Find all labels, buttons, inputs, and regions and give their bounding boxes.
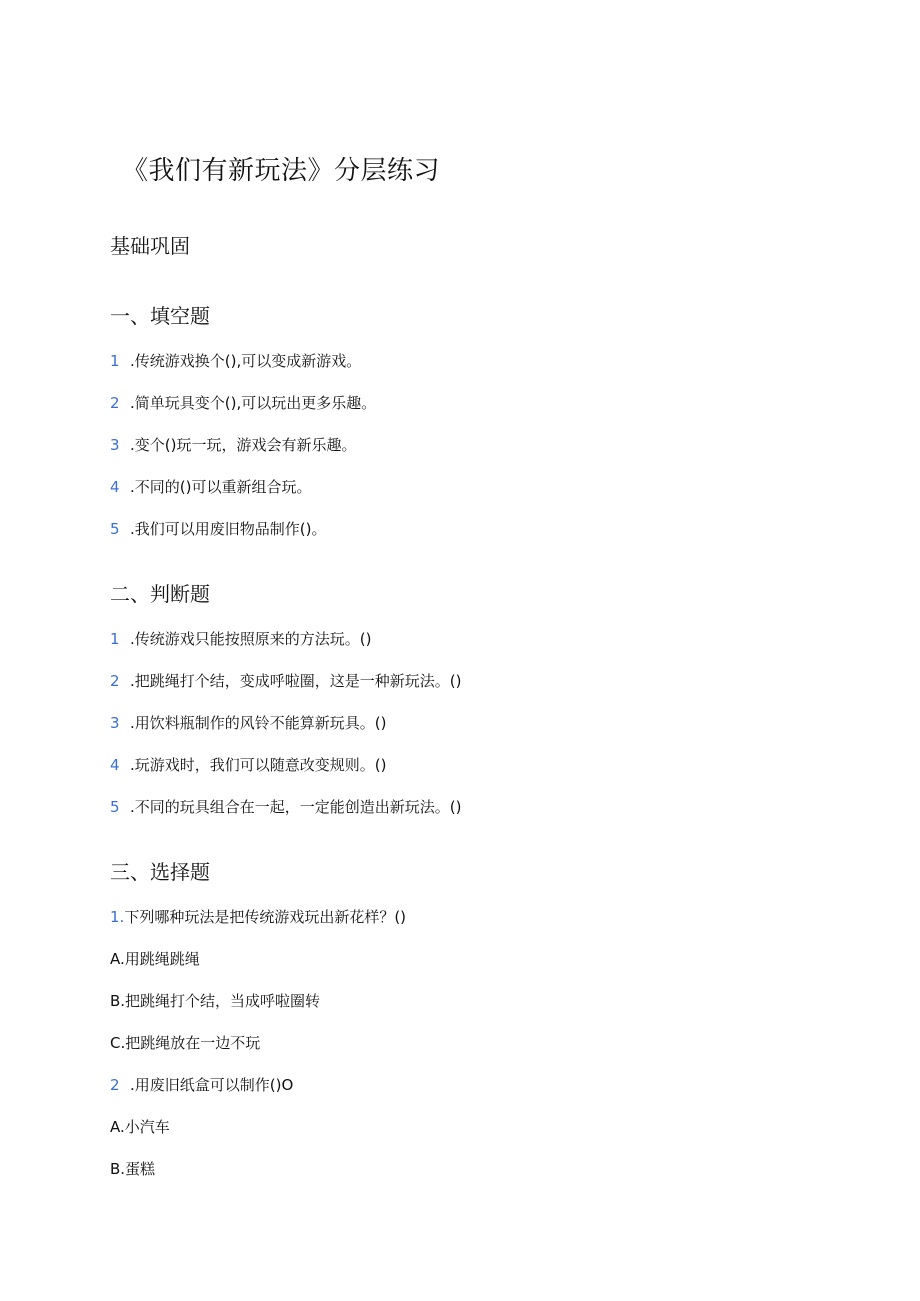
item-text: .不同的()可以重新组合玩。 <box>130 478 312 496</box>
item-text: .把跳绳打个结，变成呼啦圈，这是一种新玩法。() <box>130 672 462 690</box>
fill-in-item-5 <box>110 518 326 539</box>
item-text: .传统游戏换个(),可以变成新游戏。 <box>130 352 362 370</box>
item-text: .传统游戏只能按照原来的方法玩。() <box>130 630 372 648</box>
item-number: 3 <box>110 714 120 732</box>
item-text: .简单玩具变个(),可以玩出更多乐趣。 <box>130 394 377 412</box>
section-heading-choice: 三、选择题 <box>110 860 210 884</box>
item-text: .我们可以用废旧物品制作()。 <box>130 520 327 538</box>
item-number: 1 <box>110 352 120 370</box>
fill-in-item-3 <box>110 434 356 455</box>
choice-question-1 <box>110 906 406 927</box>
judge-item-2 <box>110 670 461 691</box>
item-number: 2 <box>110 672 120 690</box>
item-number: 2 <box>110 1076 120 1094</box>
subtitle: 基础巩固 <box>110 234 190 258</box>
choice-question-2 <box>110 1074 293 1095</box>
item-text: .玩游戏时，我们可以随意改变规则。() <box>130 756 387 774</box>
section-heading-judge: 二、判断题 <box>110 582 210 606</box>
item-text: .变个()玩一玩，游戏会有新乐趣。 <box>130 436 357 454</box>
item-number: 5 <box>110 520 120 538</box>
judge-item-1 <box>110 628 371 649</box>
choice-q2-option-a: A.小汽车 <box>110 1118 170 1136</box>
item-text: .不同的玩具组合在一起，一定能创造出新玩法。() <box>130 798 462 816</box>
fill-in-item-4 <box>110 476 311 497</box>
item-number: 1. <box>110 908 125 926</box>
item-number: 4 <box>110 478 120 496</box>
item-number: 2 <box>110 394 120 412</box>
item-text: .用废旧纸盒可以制作()O <box>130 1076 294 1094</box>
judge-item-4 <box>110 754 386 775</box>
choice-q1-option-c: C.把跳绳放在一边不玩 <box>110 1034 261 1052</box>
page-title: 《我们有新玩法》分层练习 <box>122 156 441 186</box>
item-number: 1 <box>110 630 120 648</box>
item-number: 3 <box>110 436 120 454</box>
item-number: 4 <box>110 756 120 774</box>
choice-q2-option-b: B.蛋糕 <box>110 1160 156 1178</box>
judge-item-3 <box>110 712 386 733</box>
item-text: 下列哪种玩法是把传统游戏玩出新花样？() <box>124 908 407 926</box>
item-number: 5 <box>110 798 120 816</box>
fill-in-item-2 <box>110 392 376 413</box>
fill-in-item-1 <box>110 350 361 371</box>
choice-q1-option-b: B.把跳绳打个结，当成呼啦圈转 <box>110 992 321 1010</box>
choice-q1-option-a: A.用跳绳跳绳 <box>110 950 200 968</box>
section-heading-fill-in: 一、填空题 <box>110 304 210 328</box>
item-text: .用饮料瓶制作的风铃不能算新玩具。() <box>130 714 387 732</box>
judge-item-5 <box>110 796 461 817</box>
